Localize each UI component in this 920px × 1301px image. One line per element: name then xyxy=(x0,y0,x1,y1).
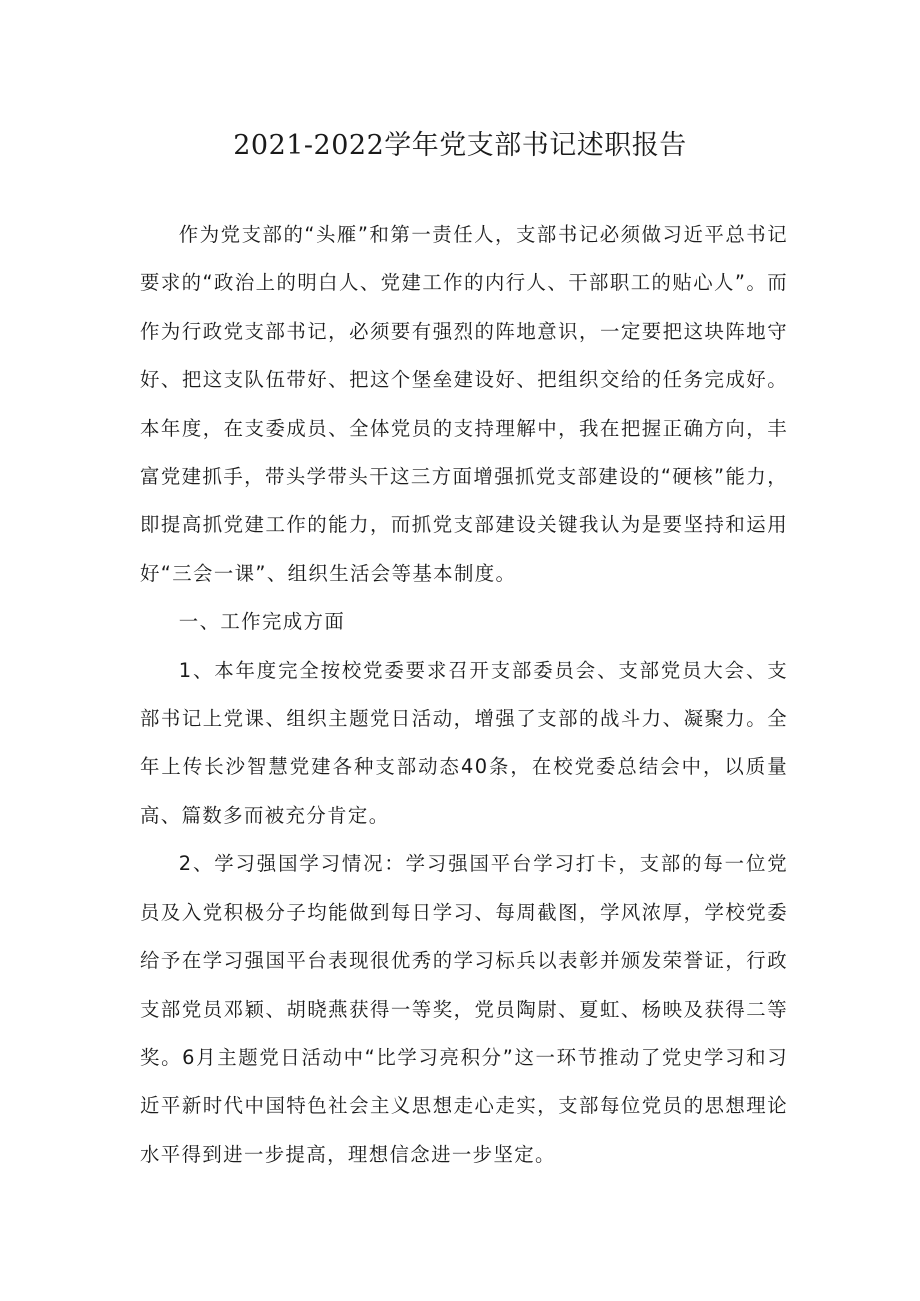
section-heading: 一、工作完成方面 xyxy=(178,610,346,634)
intro-paragraph: 作为党支部的“头雁”和第一责任人，支部书记必须做习近平总书记要求的“政治上的明白人、党建工作的内行人、干部职工的贴心人”。而作为行政党支部书记，必须要有强烈的阵地意识，一定要把这块阵地守好、把这支队伍带好、把这个堡垒建设好、把组织交给的任务完成好。本年度，在支委成员、全体党员的支持理解中，我在把握正确方向，丰富党建抓手，带头学带头干这三方面增强抓党支部建设的“硬核”能力，即提高抓党建工作的能力，而抓党支部建设关键我认为是要坚持和运用好“三会一课”、组织生活会等基本制度。 xyxy=(140,223,788,585)
item-paragraph-1: 1、本年度完全按校党委要求召开支部委员会、支部党员大会、支部书记上党课、组织主题党日活动，增强了支部的战斗力、凝聚力。全年上传长沙智慧党建各种支部动态40条，在校党委总结会中，以质量高、篇数多而被充分肯定。 xyxy=(140,658,788,827)
document-title: 2021-2022学年党支部书记述职报告 xyxy=(233,130,687,161)
document-body xyxy=(140,211,788,1179)
item-paragraph-2: 2、学习强国学习情况：学习强国平台学习打卡，支部的每一位党员及入党积极分子均能做到每日学习、每周截图，学风浓厚，学校党委给予在学习强国平台表现很优秀的学习标兵以表彰并颁发荣誉证，行政支部党员邓颖、胡晓燕获得一等奖，党员陶尉、夏虹、杨映及获得二等奖。6月主题党日活动中“比学习亮积分”这一环节推动了党史学习和习近平新时代中国特色社会主义思想走心走实，支部每位党员的思想理论水平得到进一步提高，理想信念进一步坚定。 xyxy=(140,852,788,1166)
